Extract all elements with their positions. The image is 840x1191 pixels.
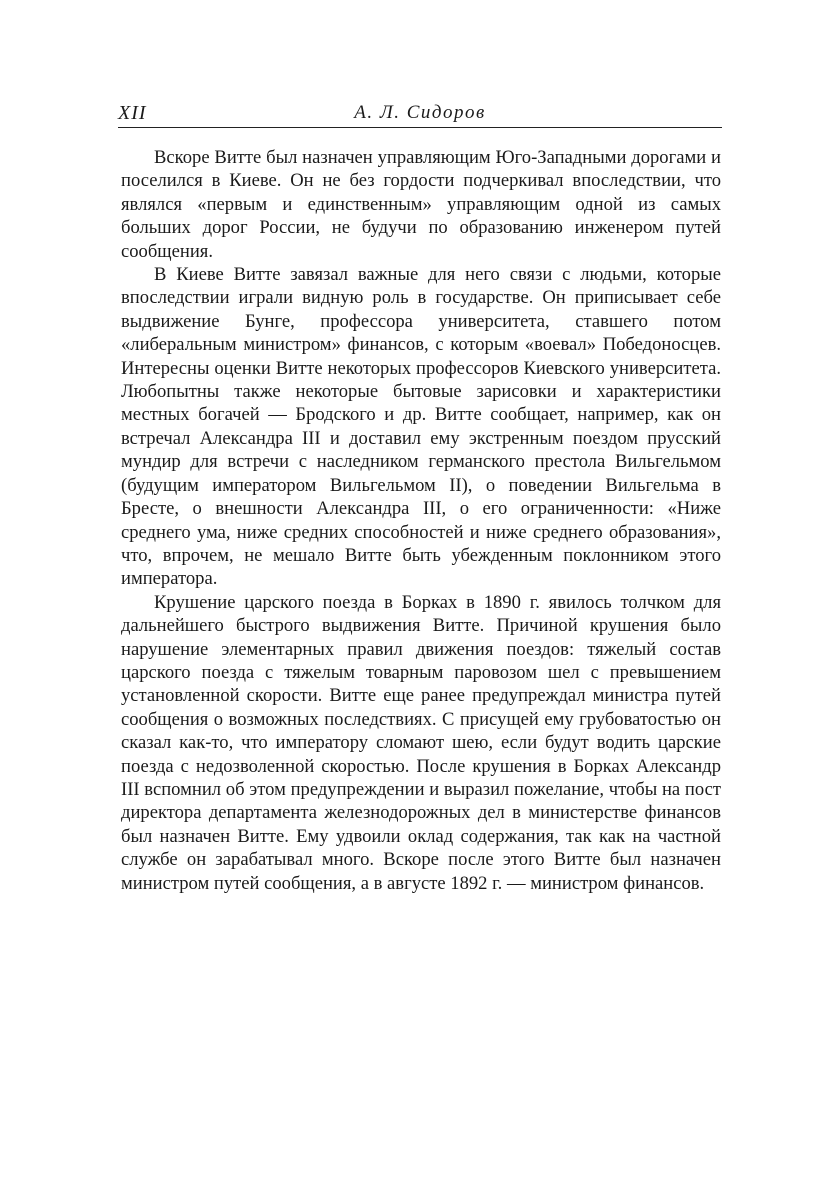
body-text bbox=[121, 146, 721, 895]
paragraph-2: В Киеве Витте завязал важные для него связи с людьми, которые впоследствии играли видную роль в государстве. Он приписывает себе выдвижение Бунге, профессора университета, ставшего потом «либеральным министром» финансов, с которым «воевал» Победоносцев. Интересны оценки Витте некоторых профессоров Киевского университета. Любопытны также некоторые бытовые зарисовки и характеристики местных богачей — Бродского и др. Витте сообщает, например, как он встречал Александра III и доставил ему экстренным поездом прусский мундир для встречи с наследником германского престола Вильгельмом (будущим императором Вильгельмом II), о поведении Вильгельма в Бресте, о внешности Александра III, о его ограниченности: «Ниже среднего ума, ниже средних способностей и ниже среднего образования», что, впрочем, не мешало Витте быть убежденным поклонником этого императора. bbox=[121, 264, 721, 590]
header-rule bbox=[118, 127, 722, 128]
page-number: XII bbox=[118, 102, 147, 124]
paragraph-3: Крушение царского поезда в Борках в 1890 г. явилось толчком для дальнейшего быстрого выдвижения Витте. Причиной крушения было нарушение элементарных правил движения поездов: тяжелый состав царского поезда с тяжелым товарным паровозом шел с превышением установленной скорости. Витте еще ранее предупреждал министра путей сообщения о возможных последствиях. С присущей ему грубоватостью он сказал как-то, что императору сломают шею, если будут водить царские поезда с недозволенной скоростью. После крушения в Борках Александр III вспомнил об этом предупреждении и выразил пожелание, чтобы на пост директора департамента железнодорожных дел в министерстве финансов был назначен Витте. Ему удвоили оклад содержания, так как на частной службе он зарабатывал много. Вскоре после этого Витте был назначен министром путей сообщения, а в августе 1892 г. — министром финансов. bbox=[121, 591, 721, 894]
paragraph-1: Вскоре Витте был назначен управляющим Юго-Западными дорогами и поселился в Киеве. Он не без гордости подчеркивал впоследствии, что являлся «первым и единственным» управляющим одной из самых больших дорог России, не будучи по образованию инженером путей сообщения. bbox=[121, 147, 721, 262]
page-header bbox=[118, 98, 722, 128]
running-title: А. Л. Сидоров bbox=[354, 102, 486, 123]
